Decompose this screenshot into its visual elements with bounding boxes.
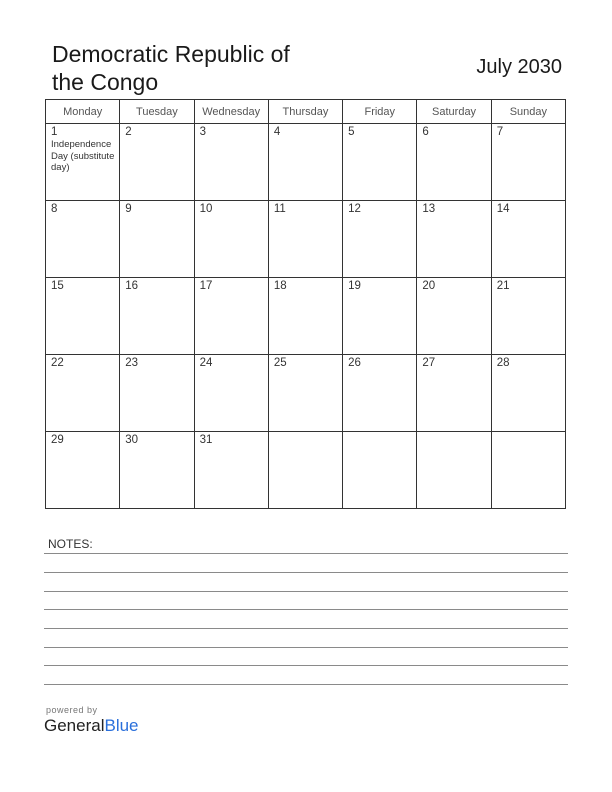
day-cell xyxy=(194,355,268,432)
day-number xyxy=(492,432,565,434)
day-cell xyxy=(194,124,268,201)
day-cell xyxy=(491,432,565,509)
day-cell xyxy=(268,355,342,432)
day-cell xyxy=(120,201,194,278)
day-cell xyxy=(46,432,120,509)
notes-label: NOTES: xyxy=(48,537,93,551)
week-row xyxy=(46,432,566,509)
day-number: 26 xyxy=(348,357,361,369)
day-cell xyxy=(46,201,120,278)
weekday-header: Tuesday xyxy=(120,100,194,124)
day-number: 20 xyxy=(422,280,436,292)
day-cell xyxy=(343,201,417,278)
day-number xyxy=(343,432,416,434)
day-number: 18 xyxy=(273,280,287,292)
day-cell xyxy=(268,201,342,278)
notes-line xyxy=(44,628,568,629)
day-cell xyxy=(268,278,342,355)
day-cell xyxy=(194,432,268,509)
day-number: 1 xyxy=(51,126,58,138)
notes-line xyxy=(44,647,568,648)
day-number xyxy=(417,432,490,434)
day-number: 5 xyxy=(348,126,355,138)
day-cell xyxy=(491,201,565,278)
day-number: 17 xyxy=(199,280,213,292)
day-number: 23 xyxy=(125,357,139,369)
notes-line xyxy=(44,609,568,610)
day-number: 25 xyxy=(273,357,287,369)
day-number: 12 xyxy=(348,203,361,215)
weekday-header: Saturday xyxy=(417,100,491,124)
day-cell xyxy=(46,124,120,201)
powered-by-text: powered by xyxy=(46,705,98,715)
weekday-header: Friday xyxy=(343,100,417,124)
day-cell xyxy=(417,432,491,509)
notes-line xyxy=(44,553,568,554)
day-number: 19 xyxy=(348,280,361,292)
day-number xyxy=(269,432,342,434)
day-cell xyxy=(417,355,491,432)
day-cell xyxy=(194,201,268,278)
holiday-event: Independence Day (substitute day) xyxy=(51,139,115,173)
week-row xyxy=(46,201,566,278)
day-cell xyxy=(343,432,417,509)
weekday-header: Sunday xyxy=(491,100,565,124)
day-number: 28 xyxy=(496,357,510,369)
day-number: 15 xyxy=(51,280,64,292)
day-number: 4 xyxy=(273,126,281,138)
day-number: 7 xyxy=(496,126,504,138)
notes-line xyxy=(44,591,568,592)
calendar-title xyxy=(52,40,382,96)
day-cell xyxy=(491,355,565,432)
weekday-header: Monday xyxy=(46,100,120,124)
day-cell xyxy=(120,355,194,432)
month-label: July 2030 xyxy=(476,56,562,78)
day-cell xyxy=(120,124,194,201)
day-cell xyxy=(120,278,194,355)
day-number: 8 xyxy=(51,203,58,215)
day-cell xyxy=(46,355,120,432)
brand-blue: Blue xyxy=(104,716,139,735)
generalblue-logo[interactable] xyxy=(44,716,139,736)
day-number: 31 xyxy=(199,434,213,446)
day-cell xyxy=(194,278,268,355)
day-cell xyxy=(268,432,342,509)
brand-general: General xyxy=(44,716,105,735)
day-cell xyxy=(417,124,491,201)
day-cell xyxy=(491,278,565,355)
weekday-header-row xyxy=(46,100,566,124)
weekday-header: Thursday xyxy=(268,100,342,124)
weekday-header: Wednesday xyxy=(194,100,268,124)
day-number: 30 xyxy=(125,434,139,446)
day-number: 21 xyxy=(496,280,510,292)
day-number: 24 xyxy=(199,357,213,369)
day-cell xyxy=(343,124,417,201)
week-row xyxy=(46,278,566,355)
title-line-1: Democratic Republic of xyxy=(52,41,290,67)
day-number: 29 xyxy=(51,434,64,446)
day-cell xyxy=(417,278,491,355)
day-number: 22 xyxy=(51,357,64,369)
calendar-grid xyxy=(45,99,566,509)
day-cell xyxy=(491,124,565,201)
day-cell xyxy=(46,278,120,355)
week-row xyxy=(46,355,566,432)
notes-line xyxy=(44,572,568,573)
title-line-2: the Congo xyxy=(52,69,159,95)
week-row xyxy=(46,124,566,201)
day-cell xyxy=(417,201,491,278)
day-cell xyxy=(120,432,194,509)
day-number: 11 xyxy=(273,203,286,215)
day-number: 27 xyxy=(422,357,436,369)
day-number: 13 xyxy=(422,203,436,215)
notes-line xyxy=(44,684,568,685)
day-number: 14 xyxy=(496,203,510,215)
day-number: 9 xyxy=(125,203,132,215)
day-number: 2 xyxy=(125,126,132,138)
day-cell xyxy=(343,278,417,355)
day-number: 16 xyxy=(125,280,139,292)
day-number: 3 xyxy=(199,126,206,138)
notes-line xyxy=(44,665,568,666)
day-cell xyxy=(268,124,342,201)
day-cell xyxy=(343,355,417,432)
day-number: 10 xyxy=(199,203,213,215)
day-number: 6 xyxy=(422,126,429,138)
